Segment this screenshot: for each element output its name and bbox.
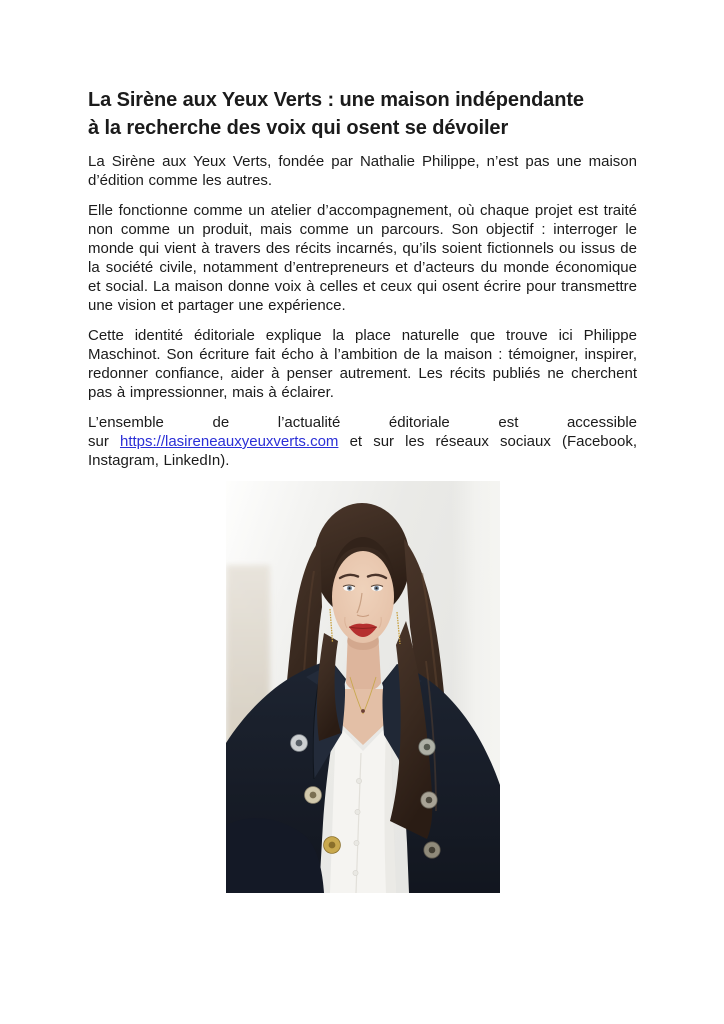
paragraph-intro: La Sirène aux Yeux Verts, fondée par Nathalie Philippe, n’est pas une maison d’édition comme les autres. bbox=[88, 153, 637, 189]
portrait-illustration bbox=[226, 481, 500, 893]
paragraph-links bbox=[88, 413, 637, 470]
title-line-1: La Sirène aux Yeux Verts : une maison indépendante bbox=[88, 89, 584, 111]
paragraph-mission: Elle fonctionne comme un atelier d’accompagnement, où chaque projet est traité non comme un produit, mais comme un parcours. Son objectif : interroger le monde qui vient à travers des récits incarnés, qu’ils soient fictionnels ou issus de la société civile, notamment d’entrepreneurs et d’acteurs du monde économique et social. La maison donne voix à celles et ceux qui osent écrire pour transmettre une vision et partager une expérience. bbox=[88, 202, 637, 314]
article-content bbox=[88, 86, 637, 893]
title-line-2: à la recherche des voix qui osent se dévoiler bbox=[88, 117, 509, 139]
portrait-photo bbox=[226, 481, 500, 893]
links-paragraph-suffix: et sur les réseaux sociaux (Facebook, Instagram, LinkedIn). bbox=[88, 433, 638, 469]
article-title bbox=[88, 86, 637, 142]
links-paragraph-prefix: L’ensemble de l’actualité éditoriale est accessible bbox=[88, 414, 637, 431]
links-paragraph-lead-word: sur bbox=[88, 433, 109, 450]
paragraph-identity: Cette identité éditoriale explique la place naturelle que trouve ici Philippe Maschinot. Son écriture fait écho à l’ambition de la maison : témoigner, inspirer, redonner confiance, aider à penser autrement. Les récits publiés ne cherchent pas à impressionner, mais à éclairer. bbox=[88, 327, 637, 401]
website-link[interactable]: https://lasireneauxyeuxverts.com bbox=[119, 433, 339, 450]
